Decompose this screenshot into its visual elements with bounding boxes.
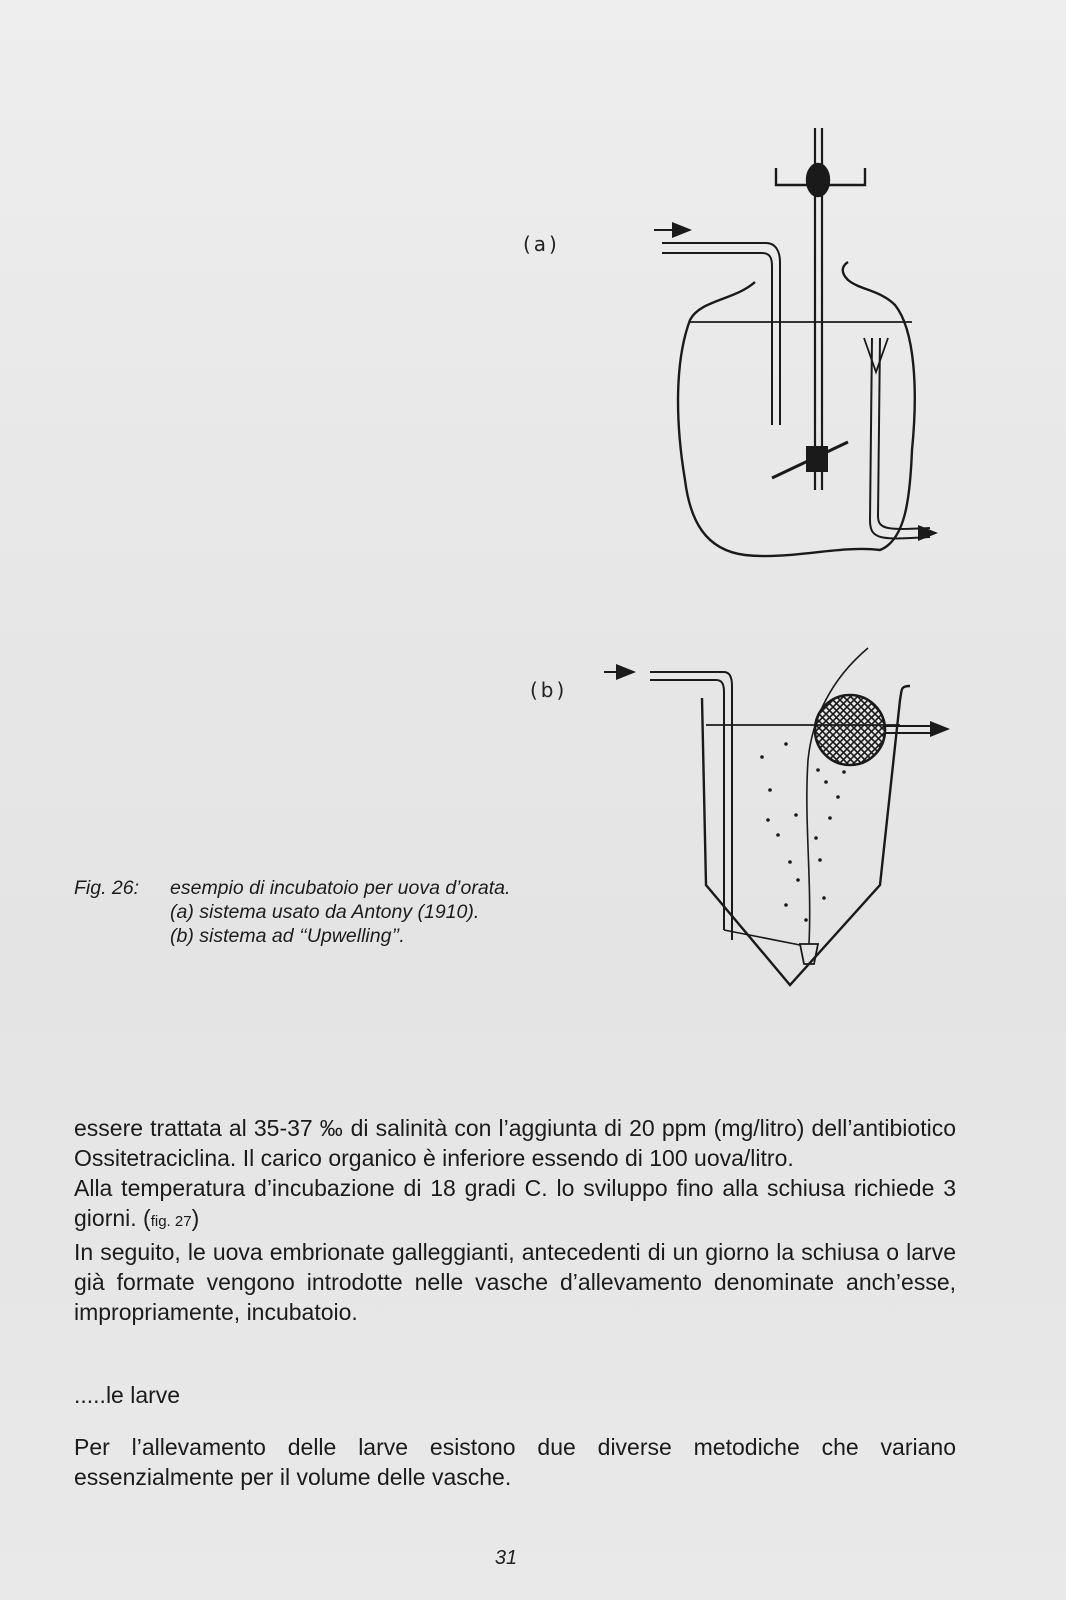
figure-caption-line-3: (b) sistema ad ‘‘Upwelling’’.	[170, 925, 405, 947]
figure-caption	[74, 876, 634, 948]
diagram-a-antony-system	[654, 128, 936, 556]
body-text-larve	[74, 1432, 956, 1492]
floating-eggs	[760, 742, 846, 922]
figure-caption-label: Fig. 26:	[74, 877, 140, 899]
body-text	[74, 1113, 956, 1327]
paragraph-2-text: Alla temperatura d’incubazione di 18 gradi C. lo sviluppo fino alla schiusa richiede 3 giorni. (	[74, 1175, 956, 1231]
paragraph-3: In seguito, le uova embrionate galleggianti, antecedenti di un giorno la schiusa o larve già formate vengono introdotte nelle vasche d’allevamento denominate anch’esse, impropriamente, incubatoio.	[74, 1239, 956, 1325]
figure-reference: fig. 27	[150, 1213, 192, 1230]
section-heading: .....le larve	[74, 1382, 181, 1408]
diagram-b-upwelling-system	[604, 648, 948, 985]
figure-label-a: (a)	[523, 232, 560, 256]
figure-label-b: (b)	[530, 678, 568, 702]
paragraph-2	[74, 1173, 956, 1237]
paragraph-larve: Per l’allevamento delle larve esistono due diverse metodiche che variano essenzialmente per il volume delle vasche.	[74, 1434, 956, 1490]
paragraph-1: essere trattata al 35-37 ‰ di salinità con l’aggiunta di 20 ppm (mg/litro) dell’antibiotico Ossitetraciclina. Il carico organico è inferiore essendo di 100 uova/litro.	[74, 1115, 956, 1171]
figure-caption-line-2: (a) sistema usato da Antony (1910).	[170, 901, 480, 923]
page-number: 31	[494, 1547, 518, 1569]
figure-caption-line-1: esempio di incubatoio per uova d’orata.	[170, 877, 511, 899]
paragraph-2-close: )	[191, 1205, 200, 1231]
